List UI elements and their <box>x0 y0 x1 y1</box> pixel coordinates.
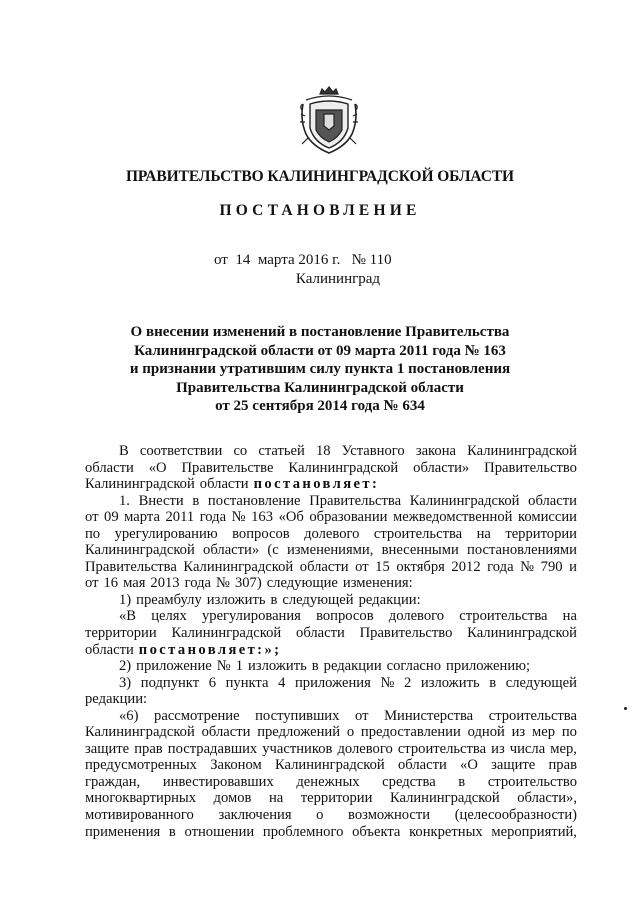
body-line: 1) преамбулу изложить в следующей редакции: <box>119 591 421 608</box>
coat-of-arms-emblem <box>298 86 360 156</box>
document-heading <box>0 323 640 416</box>
body-line: мотивированного заключения о возможности (целесообразности) <box>85 807 577 824</box>
body-line: В соответствии со статьей 18 Уставного закона Калининградской <box>119 443 577 459</box>
body-line: 1. Внести в постановление Правительства Калининградской области <box>119 492 577 509</box>
scan-speck <box>624 707 627 710</box>
heading-line: Калининградской области от 09 марта 2011 года № 163 <box>134 342 506 359</box>
body-line: территории Калининградской области Правительство Калининградской <box>85 625 577 642</box>
body-line: от 09 марта 2011 года № 163 «Об образовании межведомственной комиссии <box>85 509 577 526</box>
body-line: 2) приложение № 1 изложить в редакции согласно приложению; <box>119 658 531 675</box>
body-line: «В целях урегулирования вопросов долевого строительства на <box>119 608 577 625</box>
body-line: области «О Правительстве Калининградской области» Правительство <box>85 459 577 476</box>
document-body <box>85 443 577 840</box>
emphasized-verb: постановляет: <box>253 476 380 493</box>
body-line: защите прав пострадавших участников долевого строительства из числа мер, <box>85 740 577 757</box>
document-city: Калининград <box>295 271 381 287</box>
body-line: 3) подпункт 6 пункта 4 приложения № 2 изложить в следующей <box>119 674 577 691</box>
body-line: редакции: <box>85 691 148 708</box>
document-type: ПОСТАНОВЛЕНИЕ <box>219 202 421 219</box>
body-line: Калининградской области» (с изменениями, внесенными постановлениями <box>85 542 577 559</box>
heading-line: О внесении изменений в постановление Правительства <box>130 324 510 340</box>
body-line: «6) рассмотрение поступивших от Министерства строительства <box>119 707 577 724</box>
government-name: ПРАВИТЕЛЬСТВО КАЛИНИНГРАДСКОЙ ОБЛАСТИ <box>125 168 515 185</box>
body-line: Калининградской области постановляет: <box>85 476 380 493</box>
body-line: Калининградской области предложений о предоставлении одной из мер по <box>85 724 577 741</box>
body-line: применения в отношении проблемного объекта конкретных мероприятий, <box>85 823 577 840</box>
document-date-number: от 14 марта 2016 г. № 110 <box>214 252 392 268</box>
body-line: от 16 мая 2013 года № 307) следующие изменения: <box>85 575 413 592</box>
heading-line: Правительства Калининградской области <box>176 379 464 396</box>
body-line: области постановляет:»; <box>85 641 282 658</box>
body-line: многоквартирных домов на территории Калининградской области», <box>85 790 577 807</box>
heading-line: от 25 сентября 2014 года № 634 <box>215 398 425 415</box>
body-line: по урегулированию вопросов долевого строительства на территории <box>85 525 577 542</box>
body-line: граждан, инвестировавших денежных средства в строительство <box>85 773 577 790</box>
body-line: Правительства Калининградской области от 15 октября 2012 года № 790 и <box>85 558 577 575</box>
body-line: предусмотренных Законом Калининградской области «О защите прав <box>85 757 577 774</box>
heading-line: и признании утратившим силу пункта 1 постановления <box>129 361 511 378</box>
emphasized-verb: постановляет:»; <box>138 641 282 658</box>
